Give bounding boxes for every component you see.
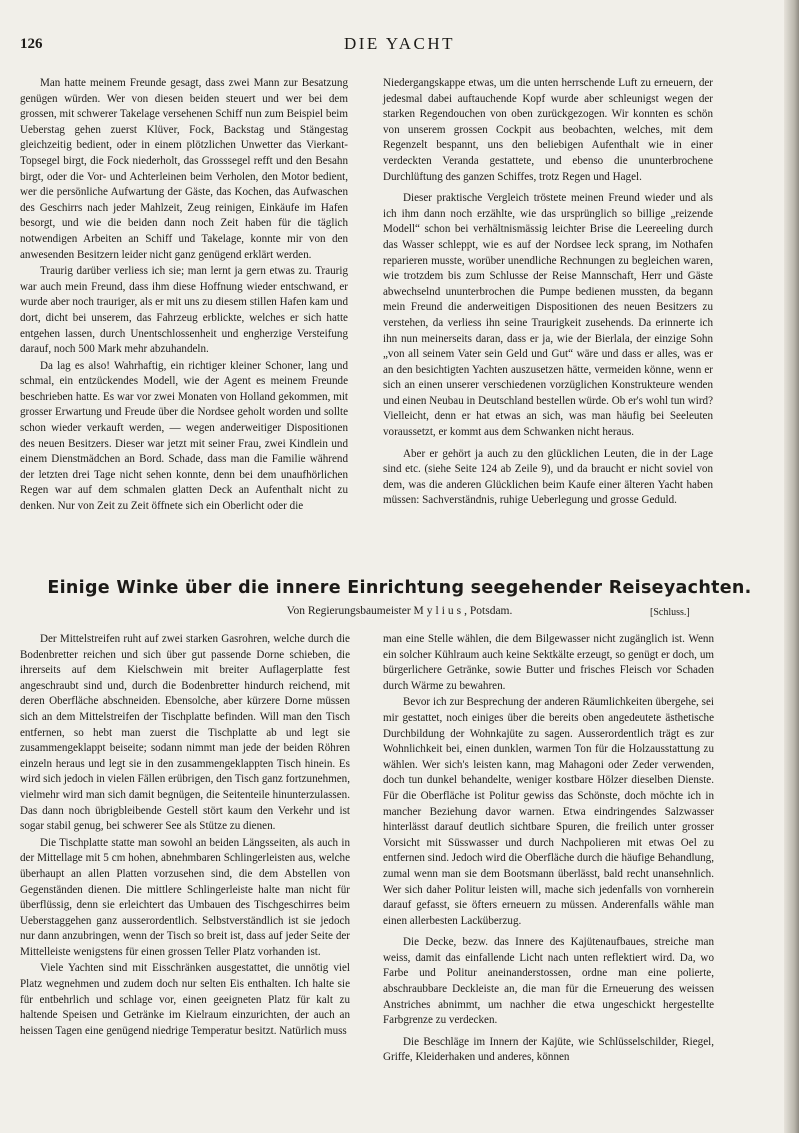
paragraph: Da lag es also! Wahrhaftig, ein richtiger kleiner Schoner, lang und schmal, ein entzückendes Modell, wie der Agent es meinem Freunde beschrieben hatte. Es war vor zwei Monaten von Holland gekommen, mit grosser Erwartung und Freude über die Nordsee geholt worden und sollte schon wieder verkauft werden, — wegen anderweitiger Dispositionen des neuen Besitzers. Dieser war jetzt mit seiner Frau, zwei Kindlein und einem Dienstmädchen an Bord. Schade, dass man die Familie während der letzten drei Tage nicht sehen konnte, denn bei dem unaufhörlichen Regen war auf dem schmalen glatten Deck an Aufenthalt nicht zu denken. Nur von Zeit zu Zeit öffnete sich ein Oberlicht oder die: [20, 359, 348, 513]
continued-label: [Schluss.]: [650, 607, 690, 618]
byline-prefix: Von Regierungsbaumeister: [286, 605, 414, 617]
article-title: Einige Winke über die innere Einrichtung seegehender Reiseyachten.: [47, 578, 752, 598]
page-header: [0, 28, 799, 52]
lower-left-column: [20, 632, 350, 1072]
paragraph: Der Mittelstreifen ruht auf zwei starken Gasrohren, welche durch die Bodenbretter reichen und sich über gut passende Dorne schieben, die ihrerseits auf dem Kielschwein mit breiter Auflagerplatte fest angeschraubt sind und, durch die Bodenbretter hindurch reichend, mit deren Oberfläche abschneiden. Ebensolche, aber kürzere Dorne müssen sich an dem Mittelstreifen der Tischplatte befinden. Will man den Tisch entfernen, so hebt man zuerst die Tischplatte ab und legt sie zusammengeklappt beiseite; sodann nimmt man jede der beiden Röhren einzeln heraus und legt sie in den zusammengeklappten Tisch hinein. Es wird sich jedoch in vielen Fällen erübrigen, den Tisch ganz fortzunehmen, vielmehr wird man sich damit begnügen, die Seitenteile hinunterzulassen. Das dann noch übrigbleibende Gestell stört kaum den Verkehr und ist sogar stabil genug, bei schwerer See als Stütze zu dienen.: [20, 633, 350, 833]
page-binding-edge: [784, 0, 799, 1133]
lower-right-column: [383, 632, 714, 1072]
byline-suffix: , Potsdam.: [464, 605, 513, 617]
running-title: DIE YACHT: [343, 34, 456, 53]
paragraph: Aber er gehört ja auch zu den glücklichen Leuten, die in der Lage sind etc. (siehe Seite 124 ab Zeile 9), und da braucht er nicht soviel von dem, was die anderen Glücklichen beim Kaufe einer älteren Yacht haben müssen: Sachverständnis, ruhige Ueberlegung und grosse Geduld.: [383, 447, 713, 507]
paragraph: Traurig darüber verliess ich sie; man lernt ja gern etwas zu. Traurig war auch mein Freund, dass ihm diese Hoffnung wieder entschwand, er wurde aber noch trauriger, als er mit uns zu diesem stillen Hafen kam und dort, dicht bei unserem, das Fahrzeug erblickte, welches er sich hatte entgehen lassen, durch Unentschlossenheit und engherzige Versteifung darauf, noch 500 Mark mehr abzuhandeln.: [20, 265, 348, 356]
paragraph: man eine Stelle wählen, die dem Bilgewasser nicht zugänglich ist. Wenn ein solcher Kühlraum auch keine Sektkälte erzeugt, so genügt er doch, um bürgerlichere Getränke, sowie Butter und frisches Fleisch vor Schaden durch Wärme zu bewahren.: [383, 633, 714, 692]
page-number: 126: [20, 36, 43, 52]
paragraph: Bevor ich zur Besprechung der anderen Räumlichkeiten übergehe, sei mir gestattet, noch einiges über die bereits oben angedeutete ästhetische Durchbildung der Wohnkajüte zu sagen. Ausserordentlich trägt es zur Wohnlichkeit bei, einen dunklen, warmen Ton für die Holzausstattung zu wählen. Wer sich's leisten kann, mag Mahagoni oder Zeder verwenden, doch tun dunkel behandelte, weniger kostbare Hölzer dieselben Dienste. Für die Oberfläche ist Politur gewiss das Schönste, doch möchte ich in mancher Beziehung davor warnen. Etwa eindringendes Salzwasser hinterlässt darauf deutlich sichtbare Spuren, die freilich unter grosser Vorsicht mit Süsswasser und durch Nachpolieren mit etwas Oel zu entfernen sind. Jedoch wird die Oberfläche durch die häufige Behandlung, zumal wenn man sie dem Bootsmann überlässt, bald recht unansehnlich. Wer sich daher Politur leisten will, mache sich jedenfalls von vornherein darauf gefasst, sie öfters erneuern zu müssen. Anderenfalls wähle man einen allerbesten Lacküberzug.: [383, 696, 714, 927]
upper-left-column: [20, 76, 348, 551]
paragraph: Die Beschläge im Innern der Kajüte, wie Schlüsselschilder, Riegel, Griffe, Kleiderhaken und anderes, können: [383, 1035, 714, 1064]
upper-right-column: [383, 76, 713, 551]
paragraph: Dieser praktische Vergleich tröstete meinen Freund wieder und als ich ihm dann noch erzählte, wie das ursprünglich so billige „reizende Modell“ schon bei verhältnismässig leichter Brise die Leereeling durch das Wasser schleppt, wie es auf der Nordsee leck sprang, im Nothafen reparieren musste, worüber unendliche Rechnungen zu begleichen waren, wie trotzdem bis zum Schlusse der Reise Mannschaft, Herr und Gäste abwechselnd ununterbrochen die Pumpe bedienen mussten, da begann mein Freund die anderweitigen Dispositionen des neuen Besitzers zu verstehen, da verliess ihn seine Traurigkeit zusehends. Da erinnerte ich ihn nun meinerseits daran, dass er ja, wie der Bierlala, der einzige Sohn „von all seinem Vater sein Geld und Gut“ wäre und dass er alles, was er an den besichtigten Yachten auszusetzen hätte, vermeiden könne, wenn er sich an einen unserer verschiedenen vorzüglichen Konstrukteure wenden und einen Neubau in Deutschland bestellen würde. Ob er's wohl tun wird? Vielleicht, denn er hat etwas an sich, was man häufig bei Seeleuten voraussetzt, er kommt aus dem Schwanken nicht heraus.: [383, 192, 713, 439]
paragraph: Man hatte meinem Freunde gesagt, dass zwei Mann zur Besatzung genügen würden. Wer von diesen beiden steuert und wer bei dem grossen, mit schwerer Takelage versehenen Schiff nun zum Beispiel beim Ueberstag gehen zuerst Klüver, Fock, Backstag und Stängestag gleichzeitig bedient, oder in einem plötzlichen Unwetter das Vierkant-Topsegel birgt, die Fock niederholt, das Grosssegel refft und den Besahn birgt, oder die Vor- und Achterleinen beim Verholen, den Motor bedient, wer die persönliche Aufwartung der Gäste, das Kochen, das Aufwaschen des Geschirrs nach jeder Mahlzeit, Zeug reinigen, Einkäufe im Hafen besorgt, und wie die beiden dann noch Zeit haben für die täglich notwendigen Arbeiten an Schiff und Takelage, konnte mir von den anwesenden Besitzern leider nicht ganz genügend erklärt werden.: [20, 77, 348, 261]
paragraph: Die Decke, bezw. das Innere des Kajütenaufbaues, streiche man weiss, damit das einfallende Licht nach unten reflektiert wird. Da, wo Farbe und Politur aneinanderstossen, ordne man eine polierte, abschraubbare Deckleiste an, die man für die Erneuerung des weissen Anstriches abnimmt, um nachher die etwa ungeschickt hergestellte Farbgrenze zu verdecken.: [383, 936, 714, 1027]
byline-author: Mylius: [413, 605, 465, 617]
paragraph: Die Tischplatte statte man sowohl an beiden Längsseiten, als auch in der Mittellage mit 5 cm hohen, abnehmbaren Schlingerleisten aus, welche überhaupt an allen Platten vorzusehen sind, die dem Abstellen von Gegenständen dienen. Die mittlere Schlingerleiste halte man nicht für überflüssig, denn sie erleichtert das Umbauen des Tischgeschirres beim Ueberstaggehen ganz ausserordentlich. Selbstverständlich ist sie jedoch nur dann anzubringen, wenn der Tisch so breit ist, dass auf jeder Seite der Mittelleiste wenigstens für einen grossen Teller Platz vorhanden ist.: [20, 836, 350, 958]
paragraph: Niedergangskappe etwas, um die unten herrschende Luft zu erneuern, der jedesmal dabei auftauchende Kopf wurde aber schleunigst wegen der starken Regendouchen von oben zurückgezogen. Wir konnten es schön von unserem grossen Cockpit aus beobachten, welches, mit dem Regenzelt bespannt, uns den beliebigen Aufenthalt wie in einer verdeckten Veranda gestattete, und ebenso die ununterbrochene Durchlüftung des ganzen Schiffes, trotz Regen und Hagel.: [383, 77, 713, 183]
paragraph: Viele Yachten sind mit Eisschränken ausgestattet, die unnötig viel Platz wegnehmen und zudem doch nur selten Eis enthalten. Ich halte sie für entbehrlich und schlage vor, einen geeigneten Platz für kalt zu haltende Speisen und Getränke im Kielraum einzurichten, der auch an heissen Tagen eine genügend niedrige Temperatur besitzt. Natürlich muss: [20, 962, 350, 1037]
